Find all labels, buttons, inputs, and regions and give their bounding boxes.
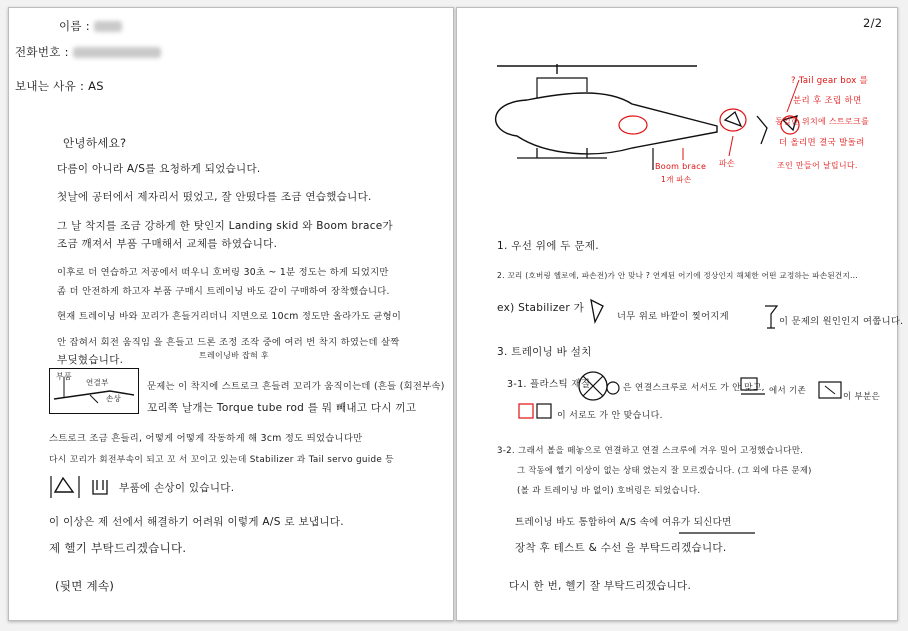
phone-label: 전화번호 : <box>15 44 161 60</box>
note-line: 3. 트레이닝 바 설치 <box>497 346 592 358</box>
bracket-sketch <box>817 380 843 402</box>
redacted-name <box>94 21 122 32</box>
letter-line: 현재 트레이닝 바와 꼬리가 흔들거리더니 지면으로 10cm 정도만 올라가도 균형이 <box>57 311 402 322</box>
note-line: 장착 후 테스트 & 수선 을 부탁드리겠습니다. <box>515 542 727 554</box>
parts-pair-sketch <box>517 400 555 422</box>
note-line: 1. 우선 위에 두 문제. <box>497 240 599 252</box>
letter-line: 꼬리쪽 날개는 Torque tube rod 를 뭐 빼내고 다시 끼고 <box>147 402 417 414</box>
diagram-label: 1개 파손 <box>661 175 692 184</box>
note-line: 이 부분은 <box>843 392 881 402</box>
reason-label: 보내는 사유 : AS <box>15 79 104 93</box>
note-line: 다시 한 번, 헬기 잘 부탁드리겠습니다. <box>509 580 692 592</box>
letter-line: 다시 꼬리가 회전부속이 되고 꼬 서 꼬이고 있는데 Stabilizer 과 Tail servo guide 등 <box>49 455 394 465</box>
sketch-label: 연결부 <box>86 378 109 387</box>
red-annotation: 더 올리면 결국 발돌려 <box>779 138 865 148</box>
connector-sketch <box>739 376 769 398</box>
note-line: 은 연결스크루로 서서도 가 안 맞고, <box>623 383 765 393</box>
red-annotation: 분리 후 조립 하면 <box>793 96 862 106</box>
redacted-phone <box>73 47 161 58</box>
note-line: 너무 위로 바깥이 찢어지게 <box>617 311 729 322</box>
diagram-label: 파손 <box>719 159 736 168</box>
sketch-label: 손상 <box>106 394 122 403</box>
letter-line: 첫날에 공터에서 제자리서 떴었고, 잘 안떴다를 조금 연습했습니다. <box>57 191 372 203</box>
note-line: 트레이닝 바도 통합하여 A/S 속에 여유가 되신다면 <box>515 517 732 528</box>
part-sketches <box>49 474 119 500</box>
name-label: 이름 : <box>59 18 122 34</box>
damage-sketch-box <box>49 368 139 414</box>
small-part-sketch <box>603 378 623 398</box>
letter-line: 그 날 착지를 조금 강하게 한 탓인지 Landing skid 와 Boom brace가 <box>57 220 394 232</box>
letter-line: (뒷면 계속) <box>55 579 115 593</box>
letter-line: 이 이상은 제 선에서 해결하기 어려워 이렇게 A/S 로 보냅니다. <box>49 516 344 528</box>
letter-line: 안녕하세요? <box>63 136 127 150</box>
note-line: (볼 과 트레이닝 바 없이) 호버링은 되었습니다. <box>517 486 701 496</box>
helicopter-sketch <box>457 8 877 178</box>
letter-line: 좀 더 안전하게 하고자 부품 구매시 트레이닝 바도 같이 구매하여 장착했습니다. <box>57 286 390 297</box>
left-page <box>8 7 454 621</box>
stabilizer-sketch <box>587 296 617 326</box>
letter-line: 부품에 손상이 있습니다. <box>119 482 235 494</box>
page-number: 2/2 <box>863 16 883 30</box>
note-line: 2. 꼬리 (호버링 헬로에, 파손전)가 안 맞나 ? 연계된 어기에 정상인지 해체한 어떤 교정하는 파손된건지... <box>497 271 859 280</box>
underline-mark <box>677 530 757 536</box>
diagram-label: Boom brace <box>655 162 707 171</box>
letter-line: 부딪혔습니다. <box>57 354 124 366</box>
note-line: 이 서로도 가 안 맞습니다. <box>557 411 663 421</box>
letter-line: 이후로 더 연습하고 저공에서 떠우니 호버링 30초 ~ 1분 정도는 하게 되었지만 <box>57 267 389 278</box>
note-line: 에서 기존 <box>769 386 807 396</box>
note-line: 그 작동에 헬기 이상이 없는 상태 였는지 잘 모르겠습니다. (그 외에 다른 문제) <box>517 465 812 475</box>
sketch-label: 부품 <box>56 372 73 381</box>
note-line: ex) Stabilizer 가 <box>497 302 585 314</box>
red-annotation: ? Tail gear box 를 <box>791 76 869 86</box>
letter-line: 다름이 아니라 A/S를 요청하게 되었습니다. <box>57 163 261 175</box>
letter-line: 조금 깨져서 부품 구매해서 교체를 하였습니다. <box>57 238 278 250</box>
letter-line: 스트로크 조금 흔들리, 어떻게 어떻게 작동하게 해 3cm 정도 띄었습니다만 <box>49 433 363 444</box>
letter-line: 안 잡혀서 회전 움직임 을 흔들고 드론 조정 조작 중에 여러 번 착지 하였는데 살짝 <box>57 337 400 348</box>
note-line: 3-2. 그래서 볼을 떼놓으로 연결하고 연결 스크루에 겨우 밀어 고정했습니다만. <box>497 446 804 456</box>
note-line: 이 문제의 원인인지 여쭙니다. <box>779 316 904 327</box>
letter-line: 문제는 이 착지에 스트로크 흔들려 꼬리가 움직이는데 (흔들 (회전부속) <box>147 381 445 392</box>
red-annotation: 조인 만들어 날립니다. <box>777 161 858 170</box>
right-page <box>456 7 904 621</box>
letter-note: 트레이닝바 잡혀 후 <box>199 351 269 360</box>
servo-guide-sketch <box>763 304 779 330</box>
red-annotation: 동일한 위치에 스트로크를 <box>775 117 869 126</box>
letter-line: 제 헬기 부탁드리겠습니다. <box>49 541 187 555</box>
note-line: 3-1. 플라스틱 재질 <box>507 379 591 390</box>
